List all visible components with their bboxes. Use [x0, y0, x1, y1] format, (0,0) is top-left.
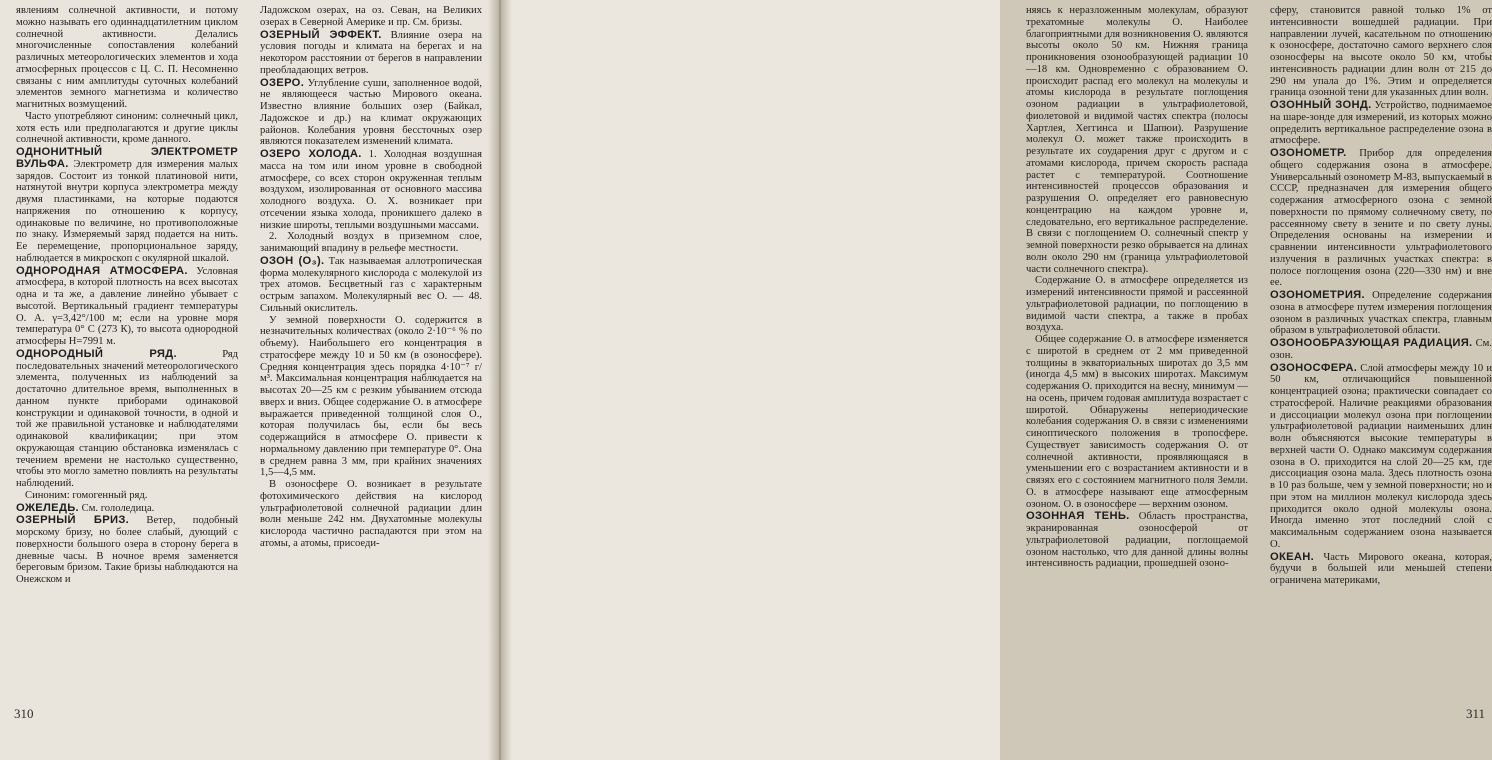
- entry-text: Определение содержания озона в атмосфере путем измерения поглощения озоном в различных участках спектра, главным образом в ультрафиолетовой области.: [1270, 290, 1492, 337]
- dictionary-entry: [260, 256, 482, 315]
- column: [16, 5, 238, 700]
- entry-text: Электрометр для измерения малых зарядов. Состоит из тонкой платиновой нити, натянутой внутри корпуса электрометра между двумя пластинками, на которые подаются напряжения по отношению к корпусу, одинаковые по величине, но противоположные по знаку. Измеряемый заряд подается на нить. Ее перемещение, пропорциональное заряду, наблюдается в микроскоп с окулярной шкалой.: [16, 158, 239, 264]
- paragraph: Содержание О. в атмосфере определяется из измерений интенсивности прямой и рассеянной ультрафиолетовой радиации, по поглощению в видимой части спектра, а также в пробах воздуха.: [1026, 275, 1248, 334]
- dictionary-entry: [16, 266, 238, 348]
- entry-headword: ОКЕАН.: [1270, 550, 1315, 563]
- entry-headword: ОЗОНОСФЕРА.: [1270, 361, 1358, 374]
- entry-headword: ОЗОНОМЕТР.: [1270, 147, 1347, 159]
- entry-headword: ОЗЕРНЫЙ БРИЗ.: [16, 514, 130, 527]
- entry-headword: ОДНОРОДНЫЙ РЯД.: [16, 347, 177, 360]
- paragraph: 2. Холодный воздух в приземном слое, занимающий впадину в рельефе местности.: [260, 231, 482, 254]
- continued-text: сферу, становится равной только 1% от интенсивности вошедшей радиации. При направлении лучей, касательном по отношению к озоносфере, достаточно самого верхнего слоя озоносферы на высоте около 50 км, чтобы интенсивность радиации длин волн от 215 до 290 нм упала до 1%. Этим и определяется граница озонной тени для указанных длин волн.: [1270, 5, 1492, 99]
- continued-text: няясь к неразложенным молекулам, образуют трехатомные молекулы О. Наиболее благоприятными для возникновения О. являются высоты около 50 км. Нижняя граница проникновения озонообразующей радиации 10—18 км. Одновременно с образованием О. происходит распад его молекул на молекулы и атомы кислорода в результате поглощения озоном радиации в ультрафиолетовой, фиолетовой и видимой частях спектра (полосы Хартлея, Хеггинса и Шапюи). Разрушение молекул О. может также происходить в результате их соударения друг с другом и с атомами кислорода, причем скорость распада растет с температурой. Соотношение интенсивностей процессов образования и разрушения О. определяет его равновесную концентрацию на каждом уровне и, следовательно, его вертикальное распределение. В связи с поглощением О. солнечный спектр у земной поверхности резко обрывается на длинах волн около 290 нм (граница ультрафиолетовой части солнечного спектра).: [1026, 5, 1248, 275]
- column: [1026, 5, 1248, 700]
- entry-headword: ОЗОННАЯ ТЕНЬ.: [1026, 510, 1130, 523]
- dictionary-entry: [260, 149, 482, 231]
- entry-headword: ОЗОНООБРАЗУЮЩАЯ РАДИАЦИЯ.: [1270, 337, 1473, 349]
- entry-headword: ОЖЕЛЕДЬ.: [16, 501, 79, 514]
- book-gutter: [488, 0, 512, 760]
- left-page: [0, 0, 496, 760]
- dictionary-entry: [1270, 290, 1492, 337]
- entry-text: Устройство, поднимаемое на шаре-зонде для измерений, из которых можно определить вертикальное распределение озона в атмосфере.: [1270, 100, 1492, 147]
- dictionary-entry: [1270, 100, 1492, 147]
- paragraph: У земной поверхности О. содержится в незначительных количествах (около 2·10⁻⁶ % по объему). Наибольшего его концентрация в стратосфере между 10 и 50 км (в озоносфере). Средняя концентрация здесь порядка 4·10⁻⁷ г/м³. Максимальная концентрация наблюдается на высотах 20—25 км с резким убыванием отсюда вверх и вниз. Общее содержание О. в атмосфере выражается приведенной толщиной слоя О., которая получилась бы, если бы весь содержащийся в атмосфере О. привести к нормальному давлению при температуре 0°. Она в среднем равна 3 мм, при крайних значениях 1,5—4,5 мм.: [260, 314, 482, 479]
- entry-text: См. гололедица.: [81, 502, 155, 514]
- entry-headword: ОЗОННЫЙ ЗОНД.: [1270, 99, 1372, 111]
- dictionary-entry: [16, 147, 238, 265]
- entry-text: Ветер, подобный морскому бризу, но более слабый, дующий с поверхности большого озера в сторону берега в дневные часы. В ночное время заменяется береговым бризом. Такие бризы наблюдаются на Онежском и: [16, 515, 238, 585]
- continued-text: Ладожском озерах, на оз. Севан, на Великих озерах в Северной Америке и пр. См. бризы.: [260, 5, 482, 28]
- entry-text: Влияние озера на условия погоды и климата на берегах и на некотором расстоянии от берегов в направлении преобладающих ветров.: [260, 29, 482, 76]
- entry-text: Область пространства, экранированная озоносферой от ультрафиолетовой радиации, поглощаемой озоном настолько, что для данной длины волны интенсивность радиации, прошедшей озоно-: [1026, 511, 1249, 570]
- dictionary-entry: [16, 503, 238, 515]
- entry-headword: ОЗЕРО.: [260, 76, 305, 89]
- entry-text: Условная атмосфера, в которой плотность на всех высотах одна и та же, а давление линейно убывает с высотой. Вертикальный градиент температуры О. А. γ=3,42°/100 м; если на уровне моря температура 0° С (273 К), то высота однородной атмосферы H=7991 м.: [16, 265, 238, 347]
- entry-text: 1. Холодная воздушная масса на том или ином уровне в свободной атмосфере, со всех сторон окруженная теплым воздухом, изолированная от основного массива холодного воздуха. О. Х. возникает при отсечении языка холода, проникшего далеко в низкие широты, теплыми воздушными массами.: [260, 149, 482, 231]
- entry-text: Так называемая аллотропическая форма молекулярного кислорода с молекулой из трех атомов. Бесцветный газ с характерным острым запахом. Молекулярный вес О. — 48. Сильный окислитель.: [260, 255, 482, 314]
- paragraph: В озоносфере О. возникает в результате фотохимического действия на кислород ультрафиолетовой солнечной радиации длин волн меньше 242 нм. Двухатомные молекулы кислорода частично распадаются при этом на атомы, а атомы, присоеди-: [260, 479, 482, 549]
- entry-headword: ОЗЕРНЫЙ ЭФФЕКТ.: [260, 28, 382, 41]
- entry-text: Часть Мирового океана, которая, будучи в большей или меньшей степени ограничена материками,: [1270, 551, 1492, 586]
- entry-headword: ОЗЕРО ХОЛОДА.: [260, 148, 362, 160]
- entry-headword: ОЗОНОМЕТРИЯ.: [1270, 289, 1365, 301]
- dictionary-entry: [1026, 511, 1248, 570]
- dictionary-entry: [260, 30, 482, 77]
- paragraph: Общее содержание О. в атмосфере изменяется с широтой в среднем от 2 мм приведенной толщины в экваториальных широтах до 3,5 мм (иногда 4,5 мм) в высоких широтах. Максимум содержания О. приходится на весну, минимум — на осень, причем годовая амплитуда возрастает с широтой. Обнаружены непериодические колебания содержания О. в связи с изменениями синоптического положения в тропосфере. Существует зависимость содержания О. от солнечной активности, проявляющаяся в уменьшении его с возрастанием активности и в связях его с состоянием магнитного поля Земли. О. в атмосфере называют еще атмосферным озоном. О. в озоносфере — верхним озоном.: [1026, 334, 1248, 510]
- entry-headword: ОДНОНИТНЫЙ ЭЛЕКТРОМЕТР ВУЛЬФА.: [16, 146, 238, 170]
- entry-text: Ряд последовательных значений метеорологического элемента, полученных из наблюдений за достаточно длительное время, выполненных в данном пункте приборами одинаковой конструкции и одинаковой точности, в одной и той же правильной установке и наблюдателями одинаковой квалификации; при этом окружающая станцию обстановка изменялась с течением времени не настолько существенно, чтобы это могло заметно повлиять на результаты наблюдений.: [16, 348, 238, 489]
- entry-text: Слой атмосферы между 10 и 50 км, отличающийся повышенной концентрацией озона; практически совпадает со стратосферой. Наличие реакциями образования и диссоциации молекул озона при поглощении ультрафиолетовой радиации наименьших длин волн объясняются высокие температуры в верхней части О. Однако максимум содержания озона в О. приходится на слой 20—25 км, где диссоциация озона мала. Здесь плотность озона в 10 раз больше, чем у земной поверхности; но и при этом на миллион молекул кислорода здесь приходится около одной молекулы озона. Иногда именно этот последний слой с максимальным содержанием озона называется О.: [1270, 362, 1492, 550]
- entry-text: Углубление суши, заполненное водой, не являющееся частью Мирового океана. Известно влияние больших озер (Байкал, Ладожское и др.) на климат окружающих районов. Колебания уровня бессточных озер являются показателем изменений климата.: [260, 77, 482, 148]
- page-number: 311: [1466, 706, 1486, 721]
- entry-text: Прибор для определения общего содержания озона в атмосфере. Универсальный озонометр М-83, выпускаемый в СССР, предназначен для измерения общего содержания атмосферного озона с земной поверхности по прямому солнечному свету, по рассеянному свету в зените и по свету луны. Определения основаны на измерении и сравнении интенсивности ультрафиолетового излучения в различных участках спектра: в полосе поглощения озона (220—330 нм) и вне ее.: [1270, 148, 1492, 289]
- paragraph: Часто употребляют синоним: солнечный цикл, хотя есть или предполагаются и другие циклы солнечной активности, кроме данного.: [16, 110, 238, 146]
- continued-text: явлениям солнечной активности, и потому можно называть его одиннадцатилетним циклом солнечной активности. Делались многочисленные сопоставления колебаний различных метеорологических элементов и хода атмосферных процессов с Ц. С. П. Несомненно связаны с ним амплитуды суточных колебаний элементов земного магнетизма и количество магнитных возмущений.: [16, 5, 238, 110]
- entry-headword: ОДНОРОДНАЯ АТМОСФЕРА.: [16, 264, 188, 277]
- dictionary-entry: [1270, 552, 1492, 587]
- dictionary-entry: [16, 349, 238, 490]
- dictionary-entry: [1270, 338, 1492, 362]
- entry-text: См. озон.: [1270, 338, 1492, 361]
- dictionary-entry: [1270, 363, 1492, 551]
- column: [1270, 5, 1492, 700]
- dictionary-entry: [1270, 148, 1492, 289]
- paragraph: Синоним: гомогенный ряд.: [25, 489, 148, 501]
- dictionary-entry: [260, 78, 482, 149]
- right-page: [504, 0, 1492, 760]
- dictionary-entry: [16, 515, 238, 586]
- page-number: 310: [14, 706, 34, 721]
- column: [260, 5, 482, 700]
- entry-headword: ОЗОН (О₃).: [260, 254, 325, 267]
